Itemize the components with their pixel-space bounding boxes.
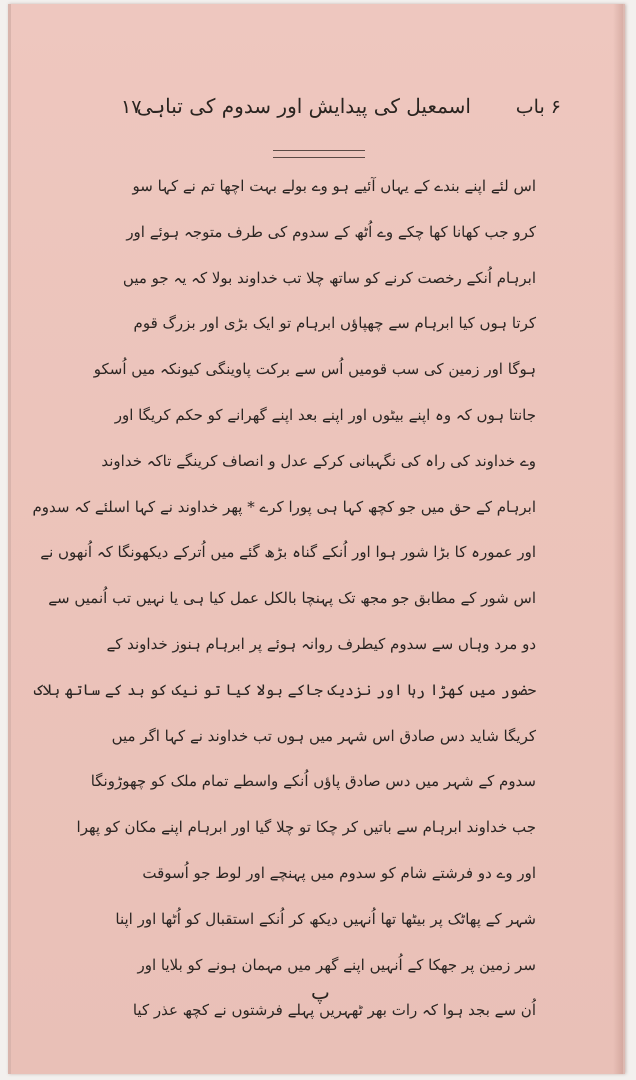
chapter-label: ۶ باب	[515, 96, 561, 118]
text-line: اس شور کے مطابق جو مجھ تک پہنچا بالکل عمل کیا ہی یا نہیں تب اُنمیں سے	[48, 589, 536, 608]
text-line: ابرہام اُنکے رخصت کرنے کو ساتھ چلا تب خداوند بولا کہ یہ جو میں	[122, 268, 536, 287]
text-line: شہر کے پھاٹک پر بیٹھا تھا اُنہیں دیکھ کر اُنکے استقبال کو اُٹھا اور اپنا	[115, 909, 536, 928]
text-line: سدوم کے شہر میں دس صادق پاؤں اُنکے واسطے تمام ملک کو چھوڑونگا	[90, 772, 536, 791]
text-line: کرتا ہوں کیا ابرہام سے چھپاؤں ابرہام تو ایک بڑی اور بزرگ قوم	[133, 314, 536, 333]
text-line: اُن سے بجد ہوا کہ رات بھر ٹھہریں پہلے فرشتوں نے کچھ عذر کیا	[132, 1001, 536, 1020]
page	[8, 4, 625, 1074]
text-line: وے خداوند کی راہ کی نگہبانی کرکے عدل و انصاف کرینگے تاکہ خداوند	[101, 451, 536, 470]
text-line: ہوگا اور زمین کی سب قومیں اُس سے برکت پاوینگی کیونکہ میں اُسکو	[93, 360, 536, 379]
page-edge-shadow	[613, 4, 623, 1074]
page-number: ۱۷	[121, 96, 142, 118]
text-line: سر زمین پر جھکا کے اُنہیں اپنے گھر میں مہمان ہونے کو بلایا اور	[137, 955, 536, 974]
text-line: اور عمورہ کا بڑا شور ہوا اور اُنکے گناہ بڑھ گئے میں اُترکے دیکھونگا کہ اُنھوں نے	[40, 543, 536, 562]
text-line: کریگا شاید دس صادق اس شہر میں ہوں تب خداوند نے کہا اگر میں	[111, 726, 536, 745]
text-line: اس لئے اپنے بندے کے یہاں آئیے ہو وے بولے بہت اچھا تم نے کہا سو	[132, 177, 536, 195]
catchword: پ	[311, 980, 330, 1004]
running-title: اسمعیل کی پیدایش اور سدوم کی تباہی	[136, 94, 471, 118]
text-line: حضور میں کھڑا رہا اور نزدیک جاکے بولا کیا تو نیک کو بد کے ساتھ ہلاک	[33, 680, 536, 699]
text-line: دو مرد وہاں سے سدوم کیطرف روانہ ہوئے پر ابرہام ہنوز خداوند کے	[106, 634, 536, 653]
text-line: جب خداوند ابرہام سے باتیں کر چکا تو چلا گیا اور ابرہام اپنے مکان کو پھرا	[76, 818, 536, 837]
page-header	[121, 90, 561, 130]
text-line: جانتا ہوں کہ وہ اپنے بیٹوں اور اپنے بعد اپنے گھرانے کو حکم کریگا اور	[114, 405, 536, 424]
text-line: کرو جب کھانا کھا چکے وے اُٹھ کے سدوم کی طرف متوجہ ہوئے اور	[126, 222, 536, 241]
body-text	[32, 164, 536, 1034]
text-line: اور وے دو فرشتے شام کو سدوم میں پہنچے اور لوط جو اُسوقت	[142, 863, 536, 882]
text-line: ابرہام کے حق میں جو کچھ کہا ہی پورا کرے * پھر خداوند نے کہا اسلئے کہ سدوم	[32, 497, 536, 516]
header-rule	[273, 150, 365, 158]
